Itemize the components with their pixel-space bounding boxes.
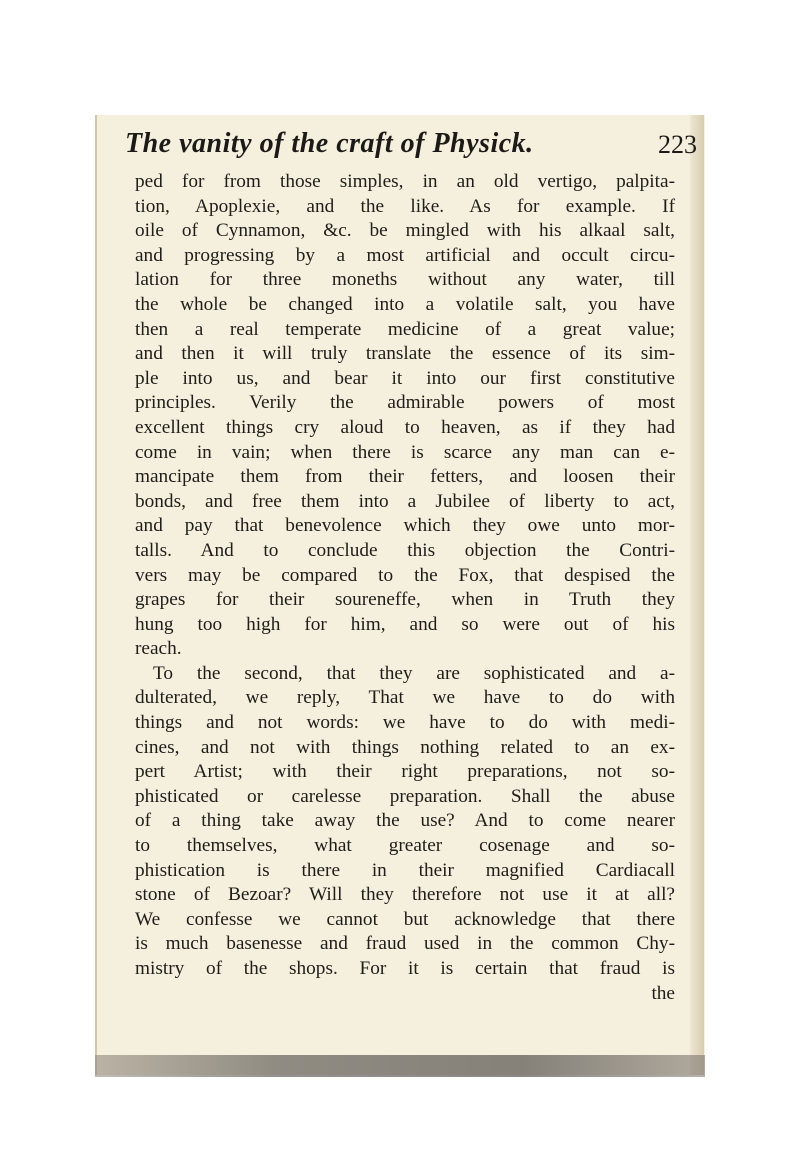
- text-line: mistry of the shops. For it is certain that fraud is: [135, 958, 675, 979]
- text-line: cines, and not with things nothing related to an ex-: [135, 736, 675, 758]
- text-line: To the second, that they are sophisticated and a-: [153, 662, 675, 684]
- text-line: and pay that benevolence which they owe unto mor-: [135, 515, 675, 537]
- text-line: tion, Apoplexie, and the like. As for example. If: [135, 195, 675, 217]
- page-bottom-shadow: [95, 1055, 705, 1077]
- text-line: principles. Verily the admirable powers of most: [135, 392, 675, 414]
- text-line: and progressing by a most artificial and occult circu-: [135, 244, 675, 266]
- text-line: oile of Cynnamon, &c. be mingled with his alkaal salt,: [135, 220, 675, 242]
- text-line: hung too high for him, and so were out of his: [135, 613, 675, 635]
- text-line: vers may be compared to the Fox, that despised the: [135, 564, 675, 586]
- page-number: 223: [658, 130, 697, 159]
- text-line: talls. And to conclude this objection the Contri-: [135, 539, 675, 561]
- text-line: ped for from those simples, in an old vertigo, palpita-: [135, 171, 675, 192]
- text-line: pert Artist; with their right preparations, not so-: [135, 761, 675, 783]
- text-line: is much basenesse and fraud used in the common Chy-: [135, 933, 675, 955]
- text-line: excellent things cry aloud to heaven, as if they had: [135, 416, 675, 438]
- text-line: come in vain; when there is scarce any man can e-: [135, 441, 675, 463]
- text-line: things and not words: we have to do with medi-: [135, 712, 675, 734]
- text-line: bonds, and free them into a Jubilee of liberty to act,: [135, 490, 675, 512]
- text-line: to themselves, what greater cosenage and so-: [135, 835, 675, 857]
- text-line: stone of Bezoar? Will they therefore not use it at all?: [135, 884, 675, 906]
- page-header: [125, 128, 697, 164]
- text-line: grapes for their soureneffe, when in Truth they: [135, 589, 675, 611]
- text-line: then a real temperate medicine of a great value;: [135, 318, 675, 340]
- text-line: phistication is there in their magnified Cardiacall: [135, 859, 675, 881]
- body-text: [135, 170, 675, 1006]
- text-line: ple into us, and bear it into our first constitutive: [135, 367, 675, 389]
- text-line: lation for three moneths without any water, till: [135, 269, 675, 291]
- text-line: and then it will truly translate the essence of its sim-: [135, 343, 675, 365]
- text-line: dulterated, we reply, That we have to do with: [135, 687, 675, 709]
- page-edge: [690, 115, 704, 1075]
- catchword: the: [651, 982, 675, 1004]
- text-line: We confesse we cannot but acknowledge that there: [135, 908, 675, 930]
- text-line: of a thing take away the use? And to come nearer: [135, 810, 675, 832]
- text-line: reach.: [135, 638, 182, 660]
- running-head: The vanity of the craft of Physick.: [125, 128, 534, 159]
- text-line: mancipate them from their fetters, and loosen their: [135, 466, 675, 488]
- text-line: phisticated or carelesse preparation. Shall the abuse: [135, 785, 675, 807]
- text-line: the whole be changed into a volatile salt, you have: [135, 293, 675, 315]
